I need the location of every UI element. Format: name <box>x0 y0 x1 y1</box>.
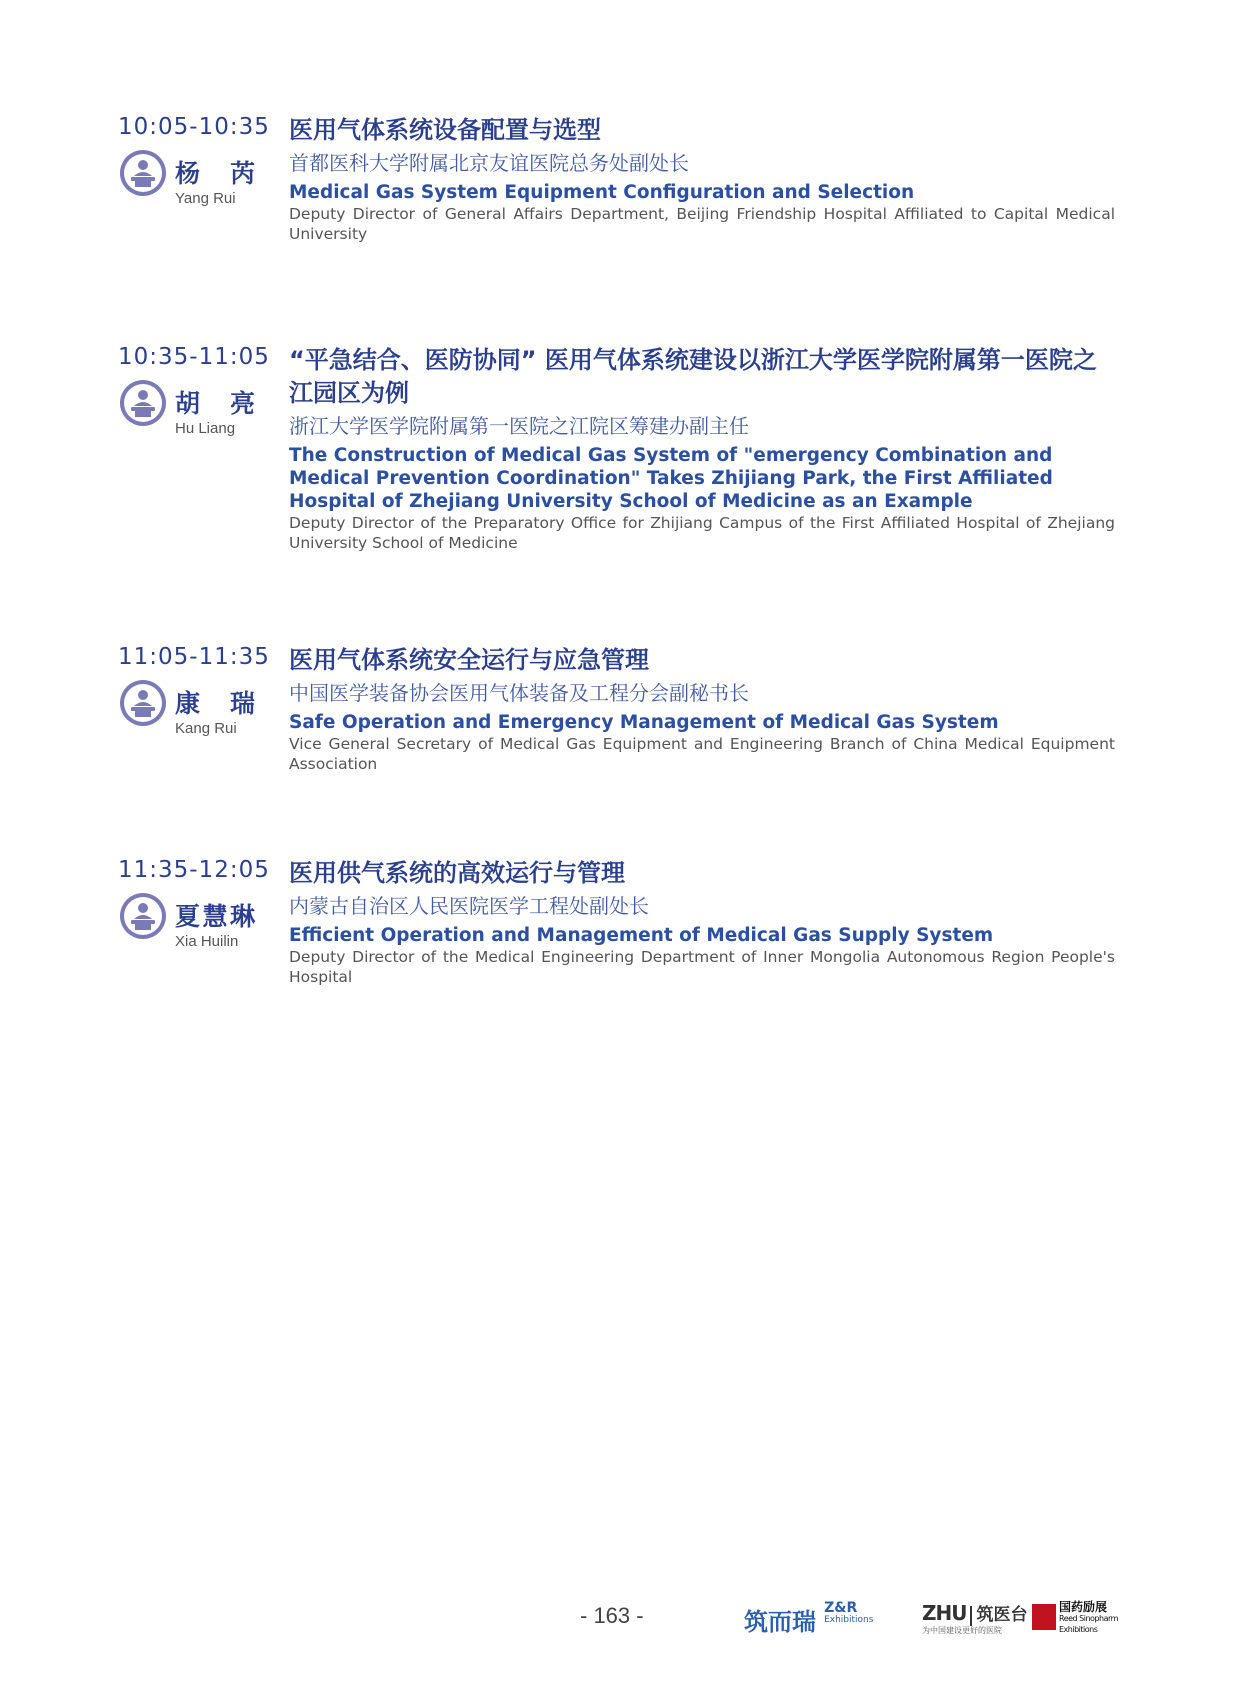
speaker-podium-icon <box>120 150 166 196</box>
speaker-block <box>120 380 270 440</box>
speaker-block <box>120 893 270 953</box>
session-title-cn: “平急结合、医防协同” 医用气体系统建设以浙江大学医学院附属第一医院之江园区为例 <box>289 346 1097 407</box>
session-title-en: Efficient Operation and Management of Medical Gas Supply System <box>289 925 994 946</box>
session-title-cn: 医用气体系统设备配置与选型 <box>289 116 601 144</box>
speaker-name-en: Hu Liang <box>175 420 236 437</box>
session-title-en: Safe Operation and Emergency Management of Medical Gas System <box>289 712 999 733</box>
reed-logo-icon <box>1032 1604 1056 1630</box>
session-content <box>289 857 1115 987</box>
zhu-logo-mark: ZHU <box>922 1601 967 1625</box>
session-content <box>289 344 1115 553</box>
logo-divider <box>970 1606 972 1626</box>
speaker-org-en: Vice General Secretary of Medical Gas Equipment and Engineering Branch of China Medical Equipment Association <box>289 735 1115 773</box>
session-title-cn: 医用气体系统安全运行与应急管理 <box>289 646 649 674</box>
zr-logo-en <box>824 1602 873 1626</box>
speaker-org-cn: 首都医科大学附属北京友谊医院总务处副处长 <box>289 151 689 175</box>
speaker-org-cn: 浙江大学医学院附属第一医院之江院区筹建办副主任 <box>289 414 749 438</box>
zr-logo-sub: Exhibitions <box>824 1615 874 1625</box>
speaker-org-en: Deputy Director of the Medical Engineering Department of Inner Mongolia Autonomous Region People's Hospital <box>289 948 1115 986</box>
session-content <box>289 114 1115 244</box>
speaker-name-en: Xia Huilin <box>175 933 239 950</box>
session-content <box>289 644 1115 774</box>
speaker-name-en: Yang Rui <box>175 190 236 207</box>
reed-logo-en2: Exhibitions <box>1059 1625 1098 1634</box>
reed-logo-text <box>1059 1602 1118 1635</box>
session-time: 10:05-10:35 <box>118 114 270 140</box>
reed-logo-en1: Reed Sinopharm <box>1059 1614 1118 1623</box>
speaker-block <box>120 680 270 740</box>
session-title-en: The Construction of Medical Gas System of "emergency Combination and Medical Prevention Coordination" Takes Zhijiang Park, the First Affiliated Hospital of Zhejiang University School of Medicine as an Example <box>289 445 1053 512</box>
speaker-podium-icon <box>120 893 166 939</box>
session-time: 11:35-12:05 <box>118 857 270 883</box>
speaker-name-en: Kang Rui <box>175 720 237 737</box>
speaker-name-cn: 康 瑞 <box>175 689 255 718</box>
zr-logo-mark: Z&R <box>824 1600 858 1616</box>
zr-logo-cn: 筑而瑞 <box>744 1608 816 1636</box>
speaker-name-cn: 夏慧琳 <box>175 902 255 931</box>
session-time: 11:05-11:35 <box>118 644 270 670</box>
zhu-logo-tagline: 为中国建设更好的医院 <box>922 1626 1002 1635</box>
zhu-logo <box>922 1600 1028 1635</box>
speaker-org-en: Deputy Director of General Affairs Department, Beijing Friendship Hospital Affiliated to Capital Medical University <box>289 205 1115 243</box>
speaker-org-cn: 内蒙古自治区人民医院医学工程处副处长 <box>289 894 649 918</box>
zhu-logo-cn: 筑医台 <box>976 1605 1028 1625</box>
zr-exhibitions-logo <box>744 1602 873 1637</box>
speaker-name-cn: 胡 亮 <box>175 389 255 418</box>
session-title-en: Medical Gas System Equipment Configuration and Selection <box>289 182 915 203</box>
speaker-podium-icon <box>120 380 166 426</box>
session-time: 10:35-11:05 <box>118 344 270 370</box>
speaker-name-cn: 杨 芮 <box>175 159 255 188</box>
speaker-org-en: Deputy Director of the Preparatory Office for Zhijiang Campus of the First Affiliated Hospital of Zhejiang University School of Medicine <box>289 514 1115 552</box>
speaker-org-cn: 中国医学装备协会医用气体装备及工程分会副秘书长 <box>289 681 749 705</box>
page-number: - 163 - <box>580 1603 644 1628</box>
reed-logo-cn: 国药励展 <box>1059 1600 1108 1614</box>
speaker-block <box>120 150 270 210</box>
session-title-cn: 医用供气系统的高效运行与管理 <box>289 859 625 887</box>
speaker-podium-icon <box>120 680 166 726</box>
